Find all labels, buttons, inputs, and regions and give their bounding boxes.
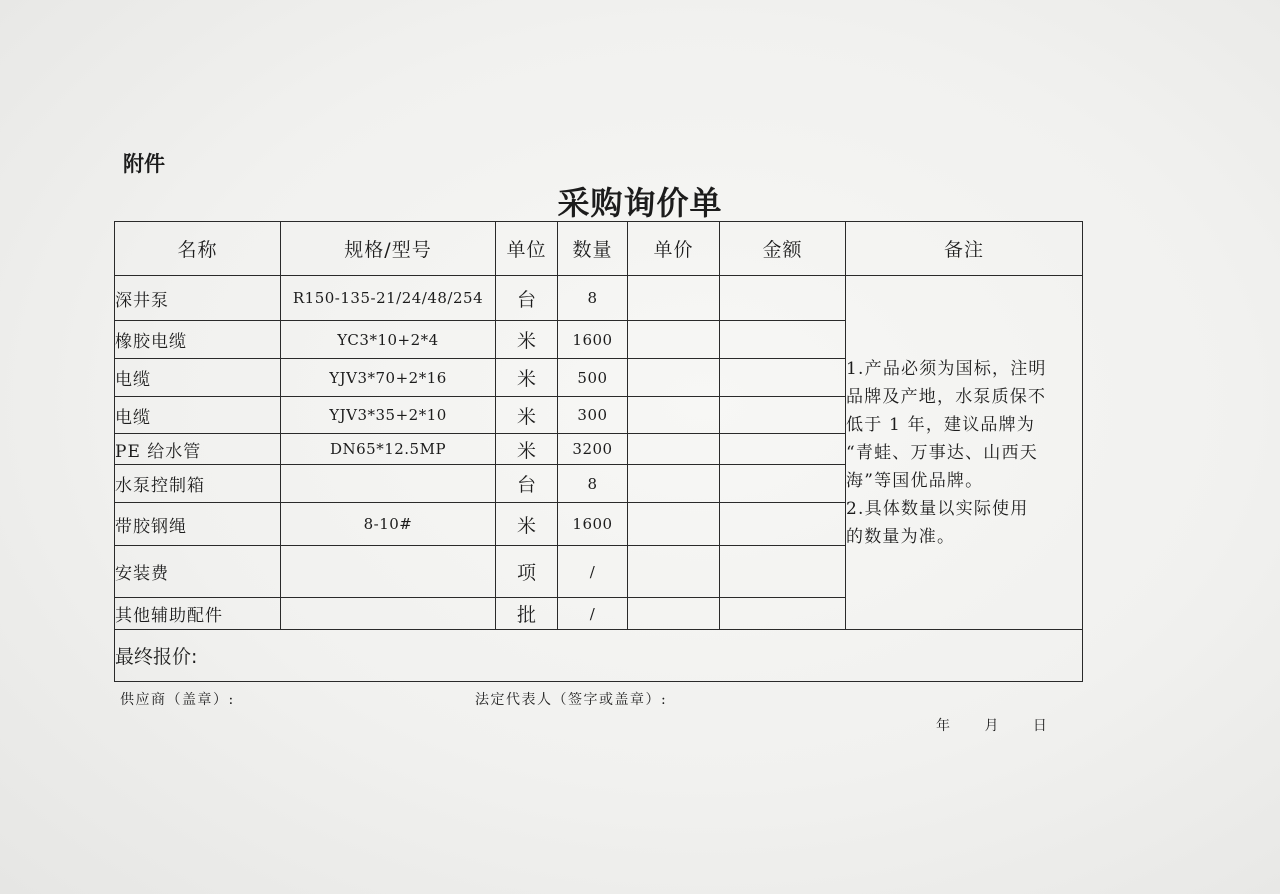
row-unit: 米 [496,321,558,359]
row-unit-price-cell[interactable] [628,276,720,321]
row-quantity: 8 [558,465,628,503]
inquiry-table [114,221,1083,682]
row-unit: 批 [496,598,558,630]
row-spec: DN65*12.5MP [281,434,496,465]
row-quantity: 1600 [558,321,628,359]
legal-representative-label: 法定代表人（签字或盖章）: [475,692,668,708]
row-unit: 米 [496,434,558,465]
row-amount-cell[interactable] [720,598,846,630]
final-quote-row [115,630,1083,682]
row-spec [281,465,496,503]
remark-line: 2.具体数量以实际使用 [846,498,1029,519]
row-unit-price-cell[interactable] [628,434,720,465]
row-spec [281,546,496,598]
row-spec: 8-10# [281,503,496,546]
remark-line: 低于 1 年，建议品牌为 [846,414,1036,435]
row-amount-cell[interactable] [720,321,846,359]
month-label: 月 [984,718,1000,734]
col-header-spec: 规格/型号 [281,222,496,276]
row-quantity: 500 [558,359,628,397]
attachment-label: 附件 [123,152,165,176]
row-spec: YJV3*35+2*10 [281,397,496,434]
date-line [936,715,1048,735]
row-name: 电缆 [115,359,281,397]
remark-line: “青蛙、万事达、山西天 [846,442,1038,463]
row-spec: R150-135-21/24/48/254 [281,276,496,321]
supplier-seal-label: 供应商（盖章）: [120,692,235,708]
row-amount-cell[interactable] [720,503,846,546]
row-name: 安装费 [115,546,281,598]
col-header-amount: 金额 [720,222,846,276]
col-header-unit-price: 单价 [628,222,720,276]
row-unit: 米 [496,503,558,546]
form-title: 采购询价单 [557,184,723,222]
row-unit-price-cell[interactable] [628,359,720,397]
row-amount-cell[interactable] [720,359,846,397]
row-amount-cell[interactable] [720,397,846,434]
row-unit-price-cell[interactable] [628,546,720,598]
row-name: 深井泵 [115,276,281,321]
row-quantity: 1600 [558,503,628,546]
row-unit-price-cell[interactable] [628,321,720,359]
row-unit-price-cell[interactable] [628,465,720,503]
row-amount-cell[interactable] [720,434,846,465]
row-quantity: 8 [558,276,628,321]
remark-line: 海”等国优品牌。 [846,470,984,491]
row-unit-price-cell[interactable] [628,503,720,546]
row-unit: 米 [496,397,558,434]
year-label: 年 [936,718,952,734]
row-amount-cell[interactable] [720,276,846,321]
row-name: 橡胶电缆 [115,321,281,359]
col-header-unit: 单位 [496,222,558,276]
row-quantity: 3200 [558,434,628,465]
row-unit: 米 [496,359,558,397]
day-label: 日 [1032,718,1049,734]
row-quantity: 300 [558,397,628,434]
row-name: PE 给水管 [115,434,281,465]
row-name: 水泵控制箱 [115,465,281,503]
row-spec: YJV3*70+2*16 [281,359,496,397]
col-header-remark: 备注 [846,222,1083,276]
row-name: 带胶钢绳 [115,503,281,546]
col-header-name: 名称 [115,222,281,276]
row-name: 电缆 [115,397,281,434]
remark-line: 的数量为准。 [846,526,956,547]
row-unit: 台 [496,465,558,503]
row-spec [281,598,496,630]
row-spec: YC3*10+2*4 [281,321,496,359]
row-unit: 项 [496,546,558,598]
row-name: 其他辅助配件 [115,598,281,630]
col-header-quantity: 数量 [558,222,628,276]
row-unit-price-cell[interactable] [628,397,720,434]
remark-cell [846,276,1083,630]
row-amount-cell[interactable] [720,465,846,503]
row-amount-cell[interactable] [720,546,846,598]
row-quantity: / [558,546,628,598]
remark-line: 品牌及产地，水泵质保不 [846,386,1047,407]
row-unit-price-cell[interactable] [628,598,720,630]
remark-line: 1.产品必须为国标，注明 [846,358,1047,379]
final-quote-label[interactable]: 最终报价: [115,630,1083,682]
table-row [115,276,1083,321]
row-quantity: / [558,598,628,630]
row-unit: 台 [496,276,558,321]
table-header-row [115,222,1083,276]
